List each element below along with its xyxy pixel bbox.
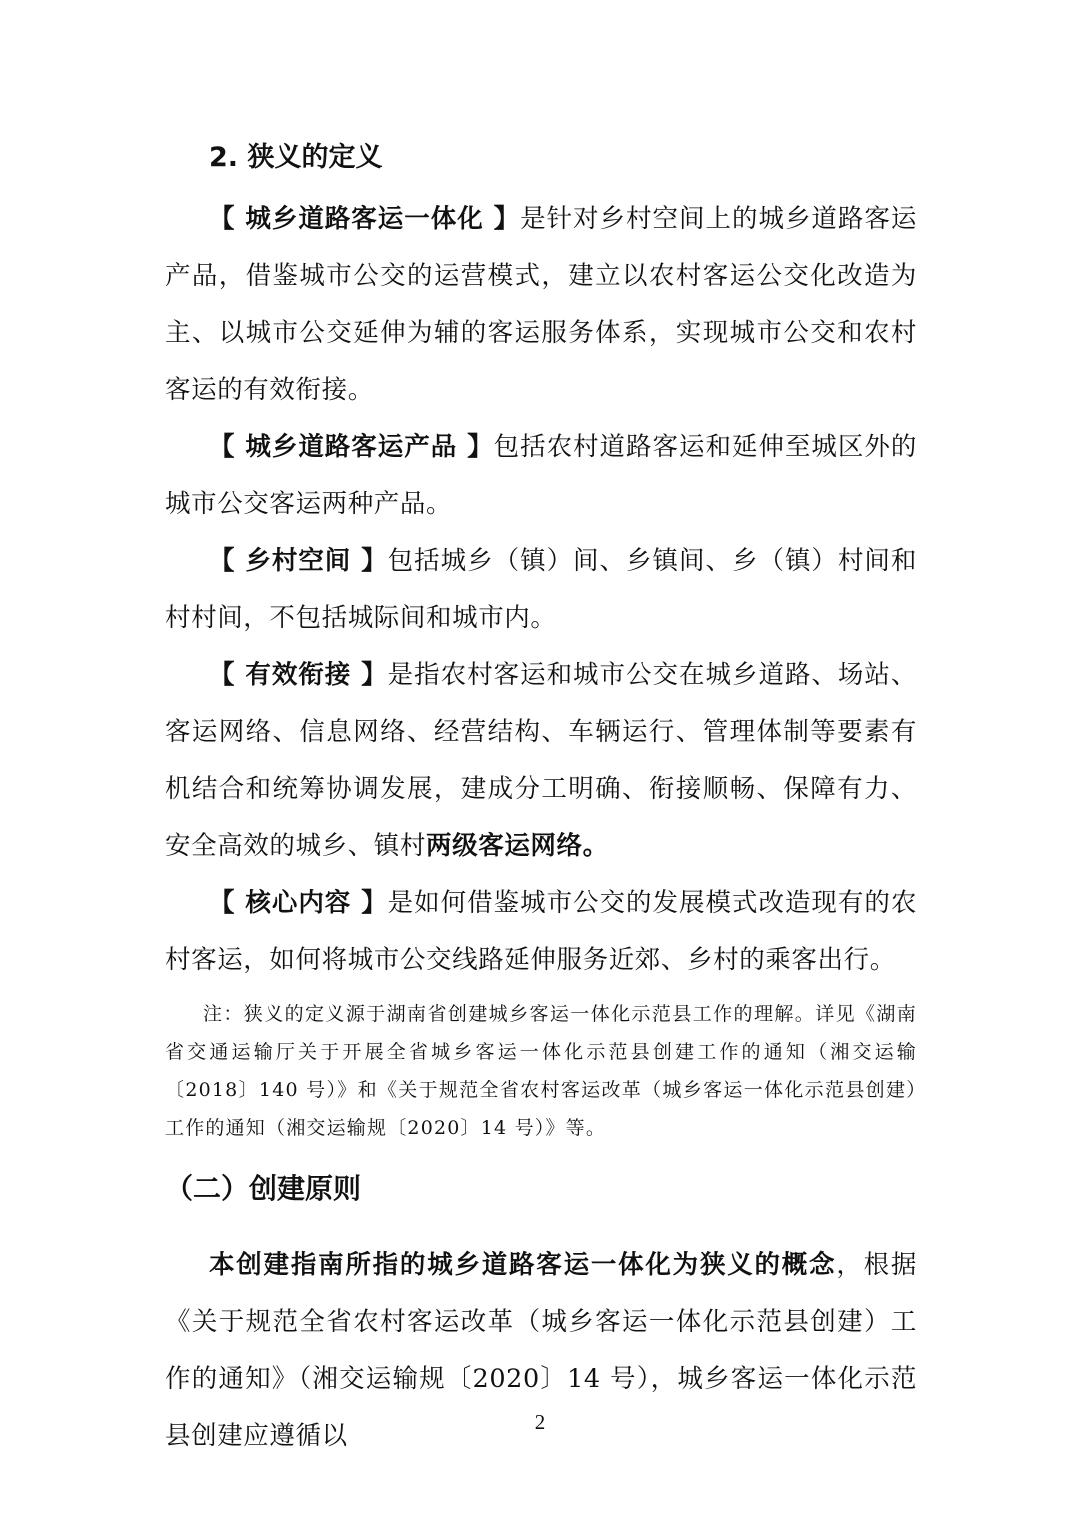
- definition-term: 【 乡村空间 】: [209, 546, 388, 576]
- principle-text: ，根据《关于规范全省农村客运改革（城乡客运一体化示范县创建）工作的通知》（湘交运输规〔2020〕14 号），城乡客运一体化示范县创建应遵循以: [165, 1250, 917, 1451]
- definition-paragraph: [165, 875, 917, 989]
- definition-text: 包括城乡（镇）间、乡镇间、乡（镇）村间和村村间，不包括城际间和城市内。: [165, 546, 917, 633]
- definition-term: 【 城乡道路客运一体化 】: [209, 204, 521, 234]
- footnote: 注：狭义的定义源于湖南省创建城乡客运一体化示范县工作的理解。详见《湖南省交通运输厅关于开展全省城乡客运一体化示范县创建工作的通知（湘交运输〔2018〕140 号）》和《关于规范全省农村客运改革（城乡客运一体化示范县创建）工作的通知（湘交运输规〔2020〕14 号）》等。: [165, 1003, 917, 1139]
- definition-text: 包括农村道路客运和延伸至城区外的城市公交客运两种产品。: [165, 432, 917, 519]
- definition-text: 是指农村客运和城市公交在城乡道路、场站、客运网络、信息网络、经营结构、车辆运行、管理体制等要素有机结合和统筹协调发展，建成分工明确、衔接顺畅、保障有力、安全高效的城乡、镇村: [165, 660, 917, 861]
- definition-text: 是针对乡村空间上的城乡道路客运产品，借鉴城市公交的运营模式，建立以农村客运公交化改造为主、以城市公交延伸为辅的客运服务体系，实现城市公交和农村客运的有效衔接。: [165, 204, 917, 405]
- definition-term: 【 核心内容 】: [209, 888, 388, 918]
- subheading-narrow-definition: 2. 狭义的定义: [209, 142, 383, 173]
- definition-bold-tail: 两级客运网络。: [426, 831, 609, 861]
- page-content: [165, 138, 917, 1465]
- section-heading-principles: （二）创建原则: [165, 1172, 362, 1205]
- definition-paragraph: [165, 533, 917, 647]
- definition-paragraph: [165, 191, 917, 419]
- definition-term: 【 有效衔接 】: [209, 660, 388, 690]
- definition-text: 是如何借鉴城市公交的发展模式改造现有的农村客运，如何将城市公交线路延伸服务近郊、乡村的乘客出行。: [165, 888, 917, 975]
- page-number: 2: [534, 1410, 546, 1434]
- definition-paragraph: [165, 419, 917, 533]
- definition-paragraph: [165, 647, 917, 875]
- definition-term: 【 城乡道路客运产品 】: [209, 432, 494, 462]
- principle-bold-text: 本创建指南所指的城乡道路客运一体化为狭义的概念: [209, 1250, 837, 1280]
